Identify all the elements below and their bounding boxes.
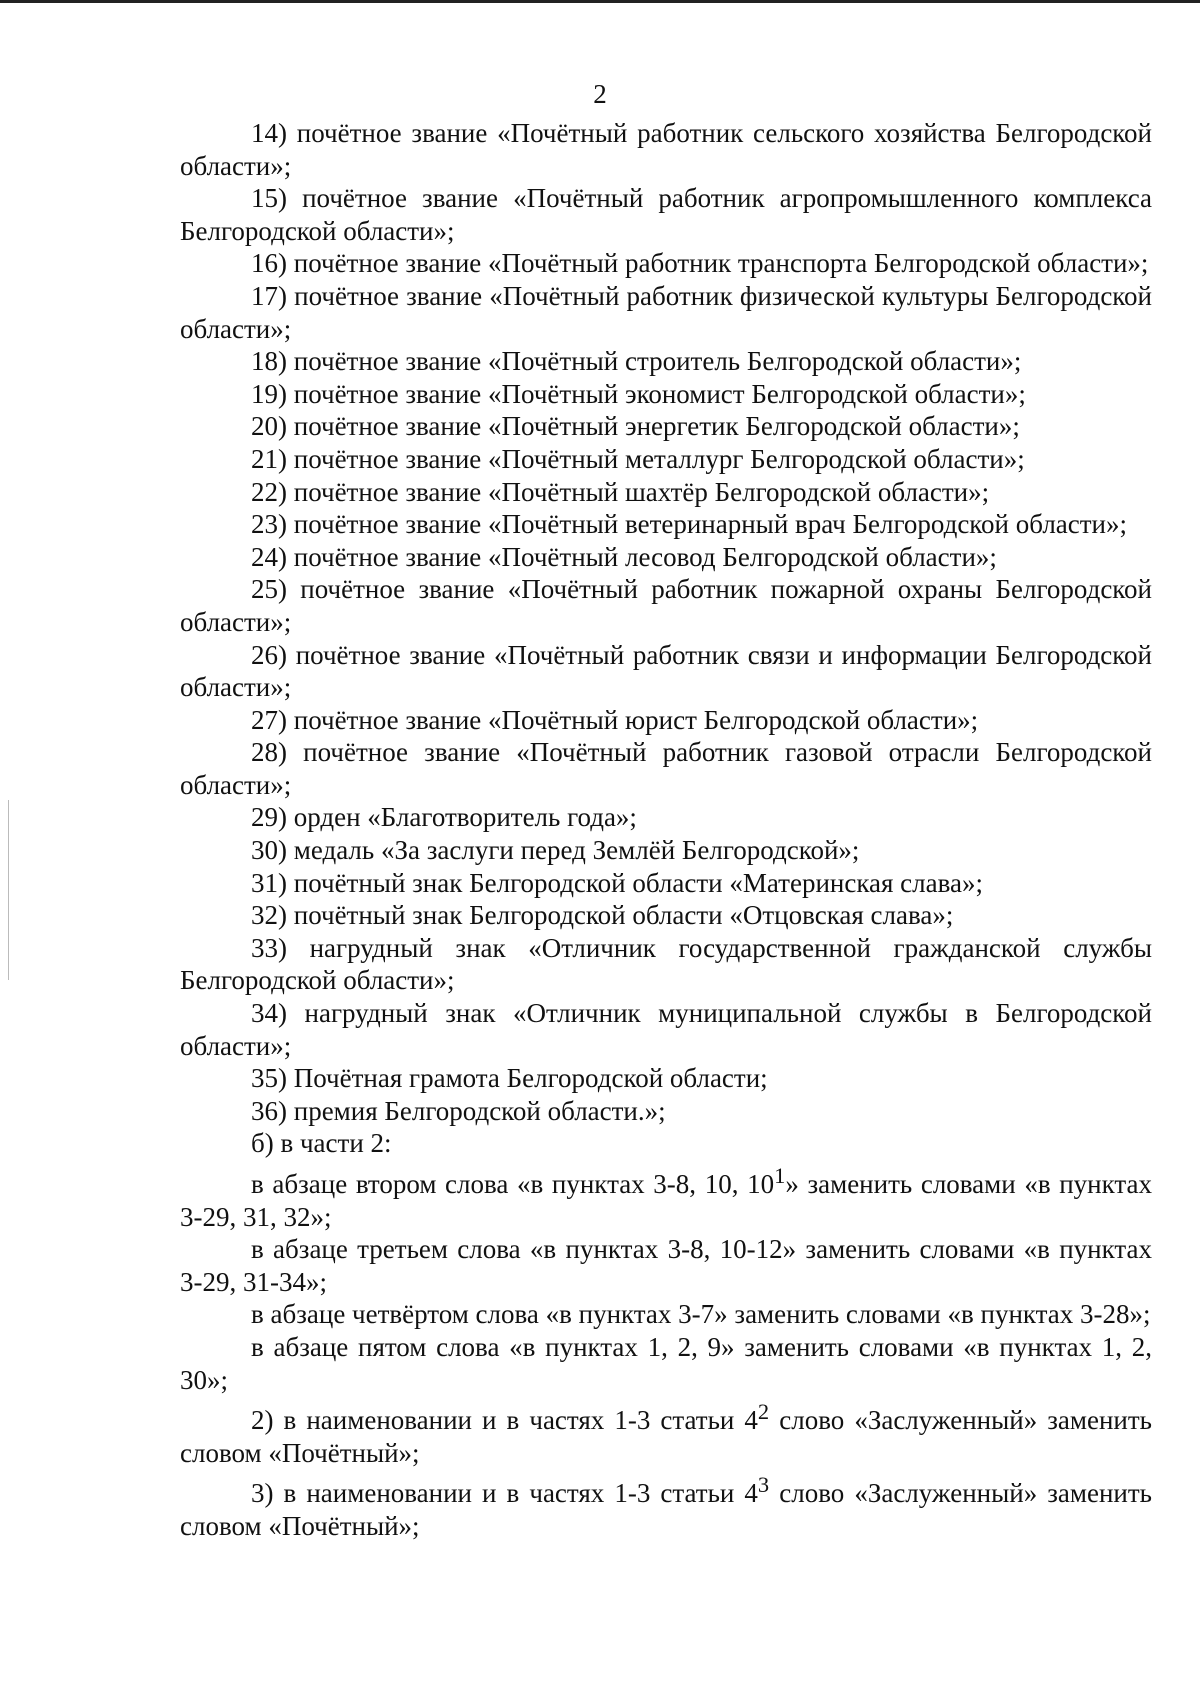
list-item: 33) нагрудный знак «Отличник государственной гражданской службы Белгородской области»; <box>180 932 1152 996</box>
list-item: 14) почётное звание «Почётный работник сельского хозяйства Белгородской области»; <box>180 118 1152 181</box>
item-text: 3) в наименовании и в частях 1-3 статьи 4 <box>251 1478 758 1509</box>
subsection-heading: б) в части 2: <box>251 1128 392 1159</box>
item-text: слово «Заслуженный» заменить словом «Почётный»; <box>180 1478 1152 1541</box>
amendment-text: в абзаце втором слова «в пунктах 3-8, 10, 10 <box>251 1169 775 1199</box>
superscript: 2 <box>757 1399 770 1425</box>
list-item: 17) почётное звание «Почётный работник физической культуры Белгородской области»; <box>180 280 1152 344</box>
amendment-paragraph <box>180 1160 1152 1233</box>
item-text: 2) в наименовании и в частях 1-3 статьи 4 <box>251 1405 758 1436</box>
amendment-text: » заменить словами «в пунктах 3-29, 31, 32»; <box>180 1169 1152 1232</box>
amendment-paragraph: в абзаце пятом слова «в пунктах 1, 2, 9» заменить словами «в пунктах 1, 2, 30»; <box>180 1331 1152 1395</box>
list-item: 24) почётное звание «Почётный лесовод Белгородской области»; <box>251 541 997 572</box>
scan-artifact-line <box>8 800 9 980</box>
list-item: 15) почётное звание «Почётный работник агропромышленного комплекса Белгородской области»; <box>180 183 1152 246</box>
list-item: 25) почётное звание «Почётный работник пожарной охраны Белгородской области»; <box>180 574 1152 637</box>
page-number: 2 <box>593 79 607 109</box>
list-item: 18) почётное звание «Почётный строитель Белгородской области»; <box>251 346 1022 377</box>
amendment-paragraph: в абзаце третьем слова «в пунктах 3-8, 10-12» заменить словами «в пунктах 3-29, 31-34»; <box>180 1234 1152 1297</box>
numbered-item <box>180 1469 1152 1542</box>
list-item: 35) Почётная грамота Белгородской области; <box>251 1063 768 1094</box>
list-item: 19) почётное звание «Почётный экономист Белгородской области»; <box>251 378 1026 409</box>
item-text: слово «Заслуженный» заменить словом «Почётный»; <box>180 1405 1152 1468</box>
top-border-line <box>0 0 1200 3</box>
superscript: 3 <box>757 1472 770 1498</box>
list-item: 29) орден «Благотворитель года»; <box>251 802 637 833</box>
numbered-item <box>180 1396 1152 1469</box>
list-item: 30) медаль «За заслуги перед Землёй Белгородской»; <box>251 835 860 866</box>
list-item: 22) почётное звание «Почётный шахтёр Белгородской области»; <box>251 476 990 507</box>
list-item: 23) почётное звание «Почётный ветеринарный врач Белгородской области»; <box>251 509 1128 540</box>
list-item: 26) почётное звание «Почётный работник связи и информации Белгородской области»; <box>180 639 1152 703</box>
list-item: 28) почётное звание «Почётный работник газовой отрасли Белгородской области»; <box>180 737 1152 800</box>
list-item: 32) почётный знак Белгородской области «Отцовская слава»; <box>251 900 954 931</box>
list-item: 36) премия Белгородской области.»; <box>251 1095 666 1126</box>
superscript: 1 <box>774 1163 786 1188</box>
list-item: 21) почётное звание «Почётный металлург Белгородской области»; <box>251 443 1025 474</box>
list-item: 31) почётный знак Белгородской области «Материнская слава»; <box>251 867 984 898</box>
list-item: 16) почётное звание «Почётный работник транспорта Белгородской области»; <box>251 248 1149 279</box>
list-item: 20) почётное звание «Почётный энергетик Белгородской области»; <box>251 411 1020 442</box>
list-item: 27) почётное звание «Почётный юрист Белгородской области»; <box>251 704 979 735</box>
list-item: 34) нагрудный знак «Отличник муниципальной службы в Белгородской области»; <box>180 998 1152 1061</box>
document-body <box>180 117 1152 1543</box>
amendment-paragraph: в абзаце четвёртом слова «в пунктах 3-7» заменить словами «в пунктах 3-28»; <box>251 1299 1151 1330</box>
